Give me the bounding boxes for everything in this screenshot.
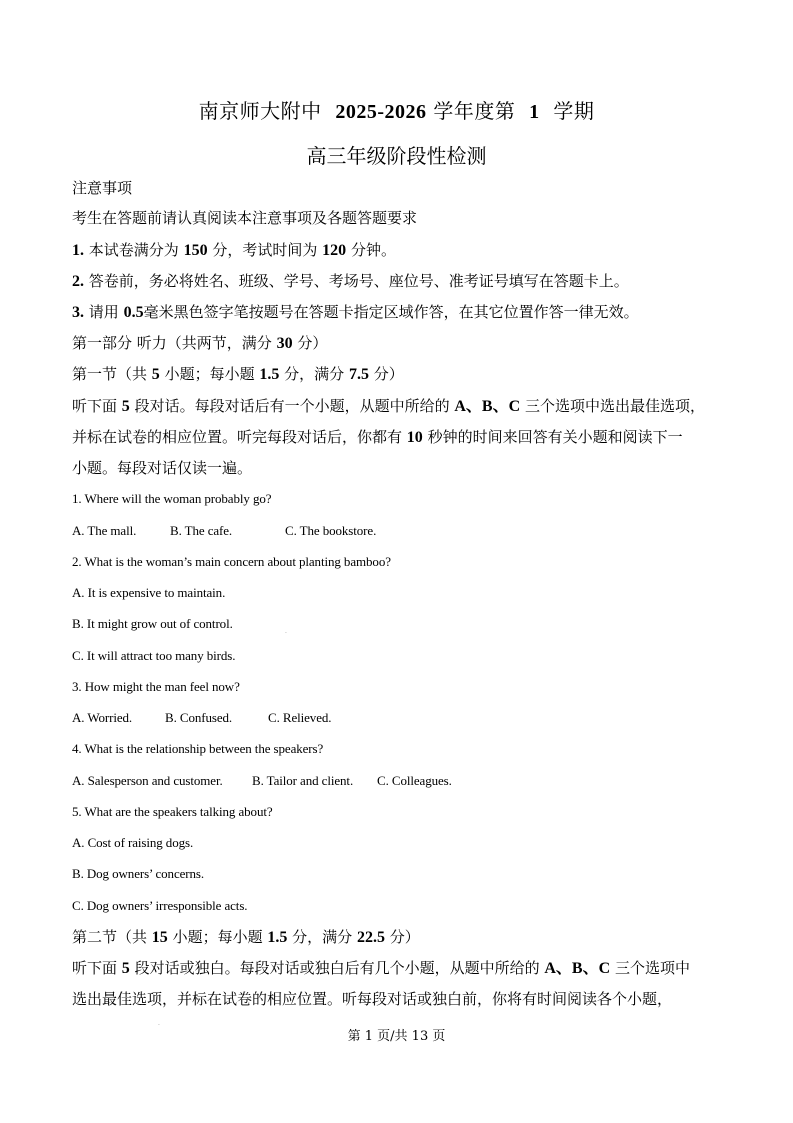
heading-text: 分） bbox=[373, 365, 404, 383]
option-a: A. Worried. bbox=[72, 710, 133, 725]
option-a: A. The mall. bbox=[72, 523, 137, 538]
instr-text: 秒钟的时间来回答有关小题和阅读下一 bbox=[427, 428, 683, 446]
item-text: 分，考试时间为 bbox=[212, 241, 318, 259]
scan-speck: · bbox=[158, 1022, 160, 1029]
instr-text: 段对话或独白。每段对话或独白后有几个小题，从题中所给的 bbox=[134, 959, 540, 977]
item-number: 2. bbox=[72, 273, 84, 290]
instr-text: 段对话。每段对话后有一个小题，从题中所给的 bbox=[134, 397, 450, 415]
section1-heading bbox=[72, 364, 404, 385]
instr-text: 听下面 bbox=[72, 397, 118, 415]
section-total: 7.5 bbox=[348, 366, 369, 383]
item-text: 请用 bbox=[88, 303, 119, 321]
part1-heading bbox=[72, 333, 327, 354]
option-b: B. The cafe. bbox=[170, 523, 233, 538]
heading-text: 分，满分 bbox=[292, 928, 353, 946]
school-year: 2025-2026 bbox=[335, 101, 427, 123]
year-suffix: 学年度第 bbox=[433, 99, 516, 123]
question-2: 2. What is the woman’s main concern about planting bamboo? bbox=[72, 554, 391, 569]
item-text: 本试卷满分为 bbox=[88, 241, 179, 259]
item-text: 答卷前，务必将姓名、班级、学号、考场号、座位号、准考证号填写在答题卡上。 bbox=[88, 272, 629, 290]
question-1: 1. Where will the woman probably go? bbox=[72, 491, 272, 506]
question-2-option-a: A. It is expensive to maintain. bbox=[72, 585, 226, 600]
options-abc: A、B、C bbox=[544, 960, 611, 977]
question-5-option-c: C. Dog owners’ irresponsible acts. bbox=[72, 898, 248, 913]
instr-text: 三个选项中 bbox=[614, 959, 690, 977]
question-3-options bbox=[72, 710, 331, 726]
per-question-score: 1.5 bbox=[259, 366, 280, 383]
option-c: C. The bookstore. bbox=[285, 523, 377, 538]
scan-speck: · bbox=[285, 630, 287, 637]
question-1-options bbox=[72, 523, 376, 539]
seconds-count: 10 bbox=[406, 429, 423, 446]
section-total: 22.5 bbox=[356, 929, 385, 946]
option-c: C. Colleagues. bbox=[377, 773, 452, 788]
item-text: 分钟。 bbox=[350, 241, 396, 259]
heading-text: 第二节（共 bbox=[72, 928, 148, 946]
instr-text: 并标在试卷的相应位置。听完每段对话后，你都有 bbox=[72, 428, 403, 446]
page-footer: 第 1 页/共 13 页 bbox=[347, 1029, 446, 1044]
question-2-option-c: C. It will attract too many birds. bbox=[72, 648, 236, 663]
section1-instructions-line3: 小题。每段对话仅读一遍。 bbox=[72, 459, 253, 477]
heading-text: 第一节（共 bbox=[72, 365, 148, 383]
instr-text: 听下面 bbox=[72, 959, 118, 977]
heading-text: 分） bbox=[389, 928, 420, 946]
options-abc: A、B、C bbox=[454, 398, 521, 415]
section2-heading bbox=[72, 927, 420, 948]
notice-intro: 考生在答题前请认真阅读本注意事项及各题答题要求 bbox=[72, 209, 418, 227]
question-5-option-a: A. Cost of raising dogs. bbox=[72, 835, 194, 850]
option-b: B. Tailor and client. bbox=[252, 773, 354, 788]
heading-text: 第一部分 听力（共两节，满分 bbox=[72, 334, 272, 352]
part1-score: 30 bbox=[276, 335, 293, 352]
item-text: 毫米黑色签字笔按题号在答题卡指定区域作答，在其它位置作答一律无效。 bbox=[143, 303, 639, 321]
notice-heading: 注意事项 bbox=[72, 179, 133, 197]
exam-title bbox=[0, 95, 793, 124]
question-5: 5. What are the speakers talking about? bbox=[72, 804, 273, 819]
heading-text: 分，满分 bbox=[284, 365, 345, 383]
question-4-options bbox=[72, 773, 452, 789]
exam-time: 120 bbox=[322, 242, 347, 259]
per-question-score: 1.5 bbox=[267, 929, 288, 946]
question-count: 15 bbox=[151, 929, 168, 946]
question-count: 5 bbox=[151, 366, 160, 383]
heading-text: 小题；每小题 bbox=[172, 928, 263, 946]
notice-item-3 bbox=[72, 302, 639, 323]
total-score: 150 bbox=[183, 242, 208, 259]
dialogue-count: 5 bbox=[121, 398, 130, 415]
dialogue-count: 5 bbox=[121, 960, 130, 977]
question-2-option-b: B. It might grow out of control. bbox=[72, 616, 233, 631]
option-a: A. Salesperson and customer. bbox=[72, 773, 223, 788]
heading-text: 小题；每小题 bbox=[164, 365, 255, 383]
instr-text: 三个选项中选出最佳选项， bbox=[524, 397, 705, 415]
question-3: 3. How might the man feel now? bbox=[72, 679, 240, 694]
section1-instructions-line2 bbox=[72, 427, 683, 448]
option-c: C. Relieved. bbox=[268, 710, 332, 725]
item-number: 3. bbox=[72, 304, 84, 321]
exam-subtitle: 高三年级阶段性检测 bbox=[306, 144, 487, 168]
section1-instructions-line1 bbox=[72, 396, 705, 417]
term-number: 1 bbox=[529, 101, 540, 123]
option-b: B. Confused. bbox=[165, 710, 233, 725]
heading-text: 分） bbox=[297, 334, 328, 352]
pen-size: 0.5 bbox=[123, 304, 144, 321]
section2-instructions-line2: 选出最佳选项，并标在试卷的相应位置。听每段对话或独白前，你将有时间阅读各个小题， bbox=[72, 990, 673, 1008]
notice-item-1 bbox=[72, 240, 396, 261]
term-suffix: 学期 bbox=[553, 99, 595, 123]
question-5-option-b: B. Dog owners’ concerns. bbox=[72, 866, 205, 881]
school-name: 南京师大附中 bbox=[198, 99, 322, 123]
item-number: 1. bbox=[72, 242, 84, 259]
notice-item-2 bbox=[72, 271, 629, 292]
section2-instructions-line1 bbox=[72, 958, 690, 979]
question-4: 4. What is the relationship between the speakers? bbox=[72, 741, 324, 756]
